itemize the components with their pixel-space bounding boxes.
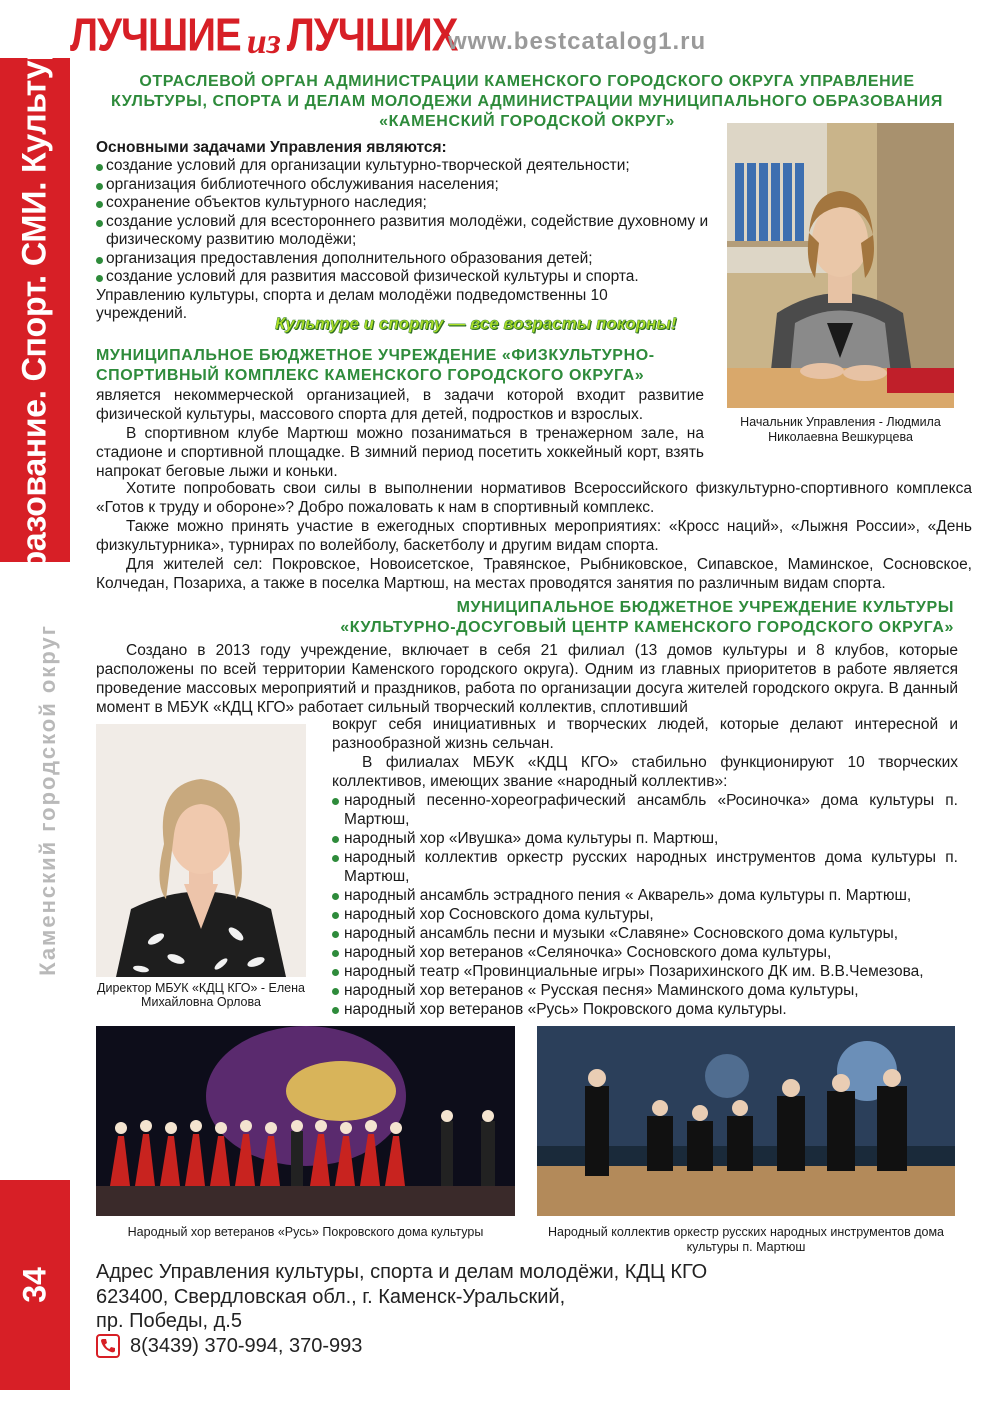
culture-center-intro: [96, 641, 958, 717]
list-item: народный коллектив оркестр русских народных инструментов дома культуры п. Мартюш,: [332, 848, 958, 886]
choir-illustration: [96, 1026, 515, 1216]
heading-line: МУНИЦИПАЛЬНОЕ БЮДЖЕТНОЕ УЧРЕЖДЕНИЕ КУЛЬТУРЫ: [456, 599, 954, 616]
region-label: Каменский городской округ: [35, 624, 60, 976]
list-item: народный хор ветеранов «Селяночка» Сосновского дома культуры,: [332, 943, 958, 962]
list-item: организация библиотечного обслуживания населения;: [96, 176, 716, 195]
culture-center-body: [332, 715, 958, 1019]
slogan: Культуре и спорту — все возрасты покорны!: [275, 314, 677, 333]
list-item: народный театр «Провинциальные игры» Позарихинского ДК им. В.В.Чемезова,: [332, 962, 958, 981]
sport-complex-details: [96, 479, 972, 593]
page-number: 34: [16, 1267, 53, 1303]
director-portrait-photo: [96, 724, 306, 977]
orchestra-photo-caption: Народный коллектив оркестр русских народных инструментов дома культуры п. Мартюш: [547, 1225, 945, 1254]
tasks-list: [96, 157, 716, 287]
address-line: пр. Победы, д.5: [96, 1310, 242, 1332]
heading-line: «КУЛЬТУРНО-ДОСУГОВЫЙ ЦЕНТР КАМЕНСКОГО ГОРОДСКОГО ОКРУГА»: [340, 619, 954, 636]
site-url[interactable]: www.bestcatalog1.ru: [448, 28, 707, 55]
paragraph: Хотите попробовать свои силы в выполнении нормативов Всероссийского физкультурно-спортивного комплекса «Готов к труду и обороне»? Добро пожаловать к нам в спортивный комплекс.: [96, 480, 972, 516]
paragraph: Также можно принять участие в ежегодных спортивных мероприятиях: «Кросс наций», «Лыжня России», «День физкультурника», турнирах по волейболу, баскетболу и другим видам спорта.: [96, 518, 972, 554]
list-item: народный хор ветеранов «Русь» Покровского дома культуры.: [332, 1000, 958, 1019]
list-item: народный хор «Ивушка» дома культуры п. Мартюш,: [332, 829, 958, 848]
address-line: 623400, Свердловская обл., г. Каменск-Уральский,: [96, 1285, 566, 1308]
subordinate-note: Управлению культуры, спорта и делам молодёжи подведомственны 10 учреждений.: [96, 286, 608, 322]
sport-complex-heading: МУНИЦИПАЛЬНОЕ БЮДЖЕТНОЕ УЧРЕЖДЕНИЕ «ФИЗКУЛЬТУРНО-СПОРТИВНЫЙ КОМПЛЕКС КАМЕНСКОГО ГОРОДСКОГО ОКРУГА»: [96, 347, 655, 384]
page-number-block: [0, 1180, 70, 1390]
sport-complex-intro: [96, 386, 704, 481]
magazine-logo: [70, 12, 457, 62]
paragraph: В спортивном клубе Мартюш можно позаниматься в тренажерном зале, на стадионе и спортивной площадке. В зимний период посетить хоккейный корт, взять напрокат беговые лыжи и коньки.: [96, 425, 704, 480]
list-item: народный ансамбль эстрадного пения « Акварель» дома культуры п. Мартюш,: [332, 886, 958, 905]
director-photo-caption: Директор МБУК «КДЦ КГО» - Елена Михайловна Орлова: [97, 981, 305, 1009]
tasks-section: [96, 138, 716, 324]
list-item: создание условий для развития массовой физической культуры и спорта.: [96, 268, 716, 287]
orchestra-illustration: [537, 1026, 955, 1216]
phone-number[interactable]: 8(3439) 370-994, 370-993: [130, 1334, 363, 1357]
head-photo-caption: Начальник Управления - Людмила Николаевна Вешкурцева: [740, 415, 941, 444]
orchestra-photo: [537, 1026, 955, 1216]
admin-heading: ОТРАСЛЕВОЙ ОРГАН АДМИНИСТРАЦИИ КАМЕНСКОГО ГОРОДСКОГО ОКРУГА УПРАВЛЕНИЕ КУЛЬТУРЫ, СПОРТА И ДЕЛАМ МОЛОДЕЖИ АДМИНИСТРАЦИИ МУНИЦИПАЛЬНОГО ОБРАЗОВАНИЯ «КАМЕНСКИЙ ГОРОДСКОЙ ОКРУГ»: [110, 73, 944, 130]
list-item: народный хор Сосновского дома культуры,: [332, 905, 958, 924]
address-line: Адрес Управления культуры, спорта и делам молодёжи, КДЦ КГО: [96, 1261, 708, 1283]
paragraph: В филиалах МБУК «КДЦ КГО» стабильно функционируют 10 творческих коллективов, имеющих звание «народный коллектив»:: [332, 754, 958, 790]
paragraph: вокруг себя инициативных и творческих людей, которые делают интересной и разнообразной жизнь сельчан.: [332, 716, 958, 752]
section-title: Образование. Спорт. СМИ. Культура: [15, 22, 54, 618]
culture-center-heading: [290, 598, 954, 638]
paragraph: является некоммерческой организацией, в задачи которой входит развитие физической культуры, массового спорта для детей, подростков и взрослых.: [96, 387, 704, 423]
choir-photo: [96, 1026, 515, 1216]
choir-photo-caption: Народный хор ветеранов «Русь» Покровского дома культуры: [127, 1225, 484, 1239]
logo-word-1: ЛУЧШИЕ: [70, 10, 241, 61]
list-item: создание условий для организации культурно-творческой деятельности;: [96, 157, 716, 176]
paragraph: Создано в 2013 году учреждение, включает в себя 21 филиал (13 домов культуры и 8 клубов, которые расположены по всей территории Каменского городского округа). Одним из главных приоритетов в работе является проведение массовых мероприятий и праздников, работа по организации досуга жителей городского округа. В данный момент в МБУК «КДЦ КГО» работает сильный творческий коллектив, сплотивший: [96, 642, 958, 716]
phone-icon: [96, 1334, 120, 1358]
list-item: народный ансамбль песни и музыки «Славяне» Сосновского дома культуры,: [332, 924, 958, 943]
paragraph: Для жителей сел: Покровское, Новоисетское, Травянское, Рыбниковское, Сипавское, Маминское, Сосновское, Колчедан, Позариха, а также в поселка Мартюш, на местах проводятся занятия по различным видам спорта.: [96, 556, 972, 592]
logo-word-2: из: [246, 21, 281, 61]
section-sidebar: [0, 22, 70, 618]
list-item: народный песенно-хореографический ансамбль «Росиночка» дома культуры п. Мартюш,: [332, 791, 958, 829]
list-item: народный хор ветеранов « Русская песня» Маминского дома культуры,: [332, 981, 958, 1000]
list-item: создание условий для всестороннего развития молодёжи, содействие духовному и физическому развитию молодёжи;: [96, 213, 716, 250]
head-portrait-photo: [727, 123, 954, 408]
tasks-lead: Основными задачами Управления являются:: [96, 139, 447, 156]
list-item: сохранение объектов культурного наследия;: [96, 194, 716, 213]
portrait-illustration: [727, 123, 954, 408]
contact-address: [96, 1260, 707, 1358]
collectives-list: [332, 791, 958, 1019]
phone-row: [96, 1334, 707, 1359]
portrait-illustration: [96, 724, 306, 977]
logo-word-3: ЛУЧШИХ: [286, 10, 458, 61]
list-item: организация предоставления дополнительного образования детей;: [96, 250, 716, 269]
